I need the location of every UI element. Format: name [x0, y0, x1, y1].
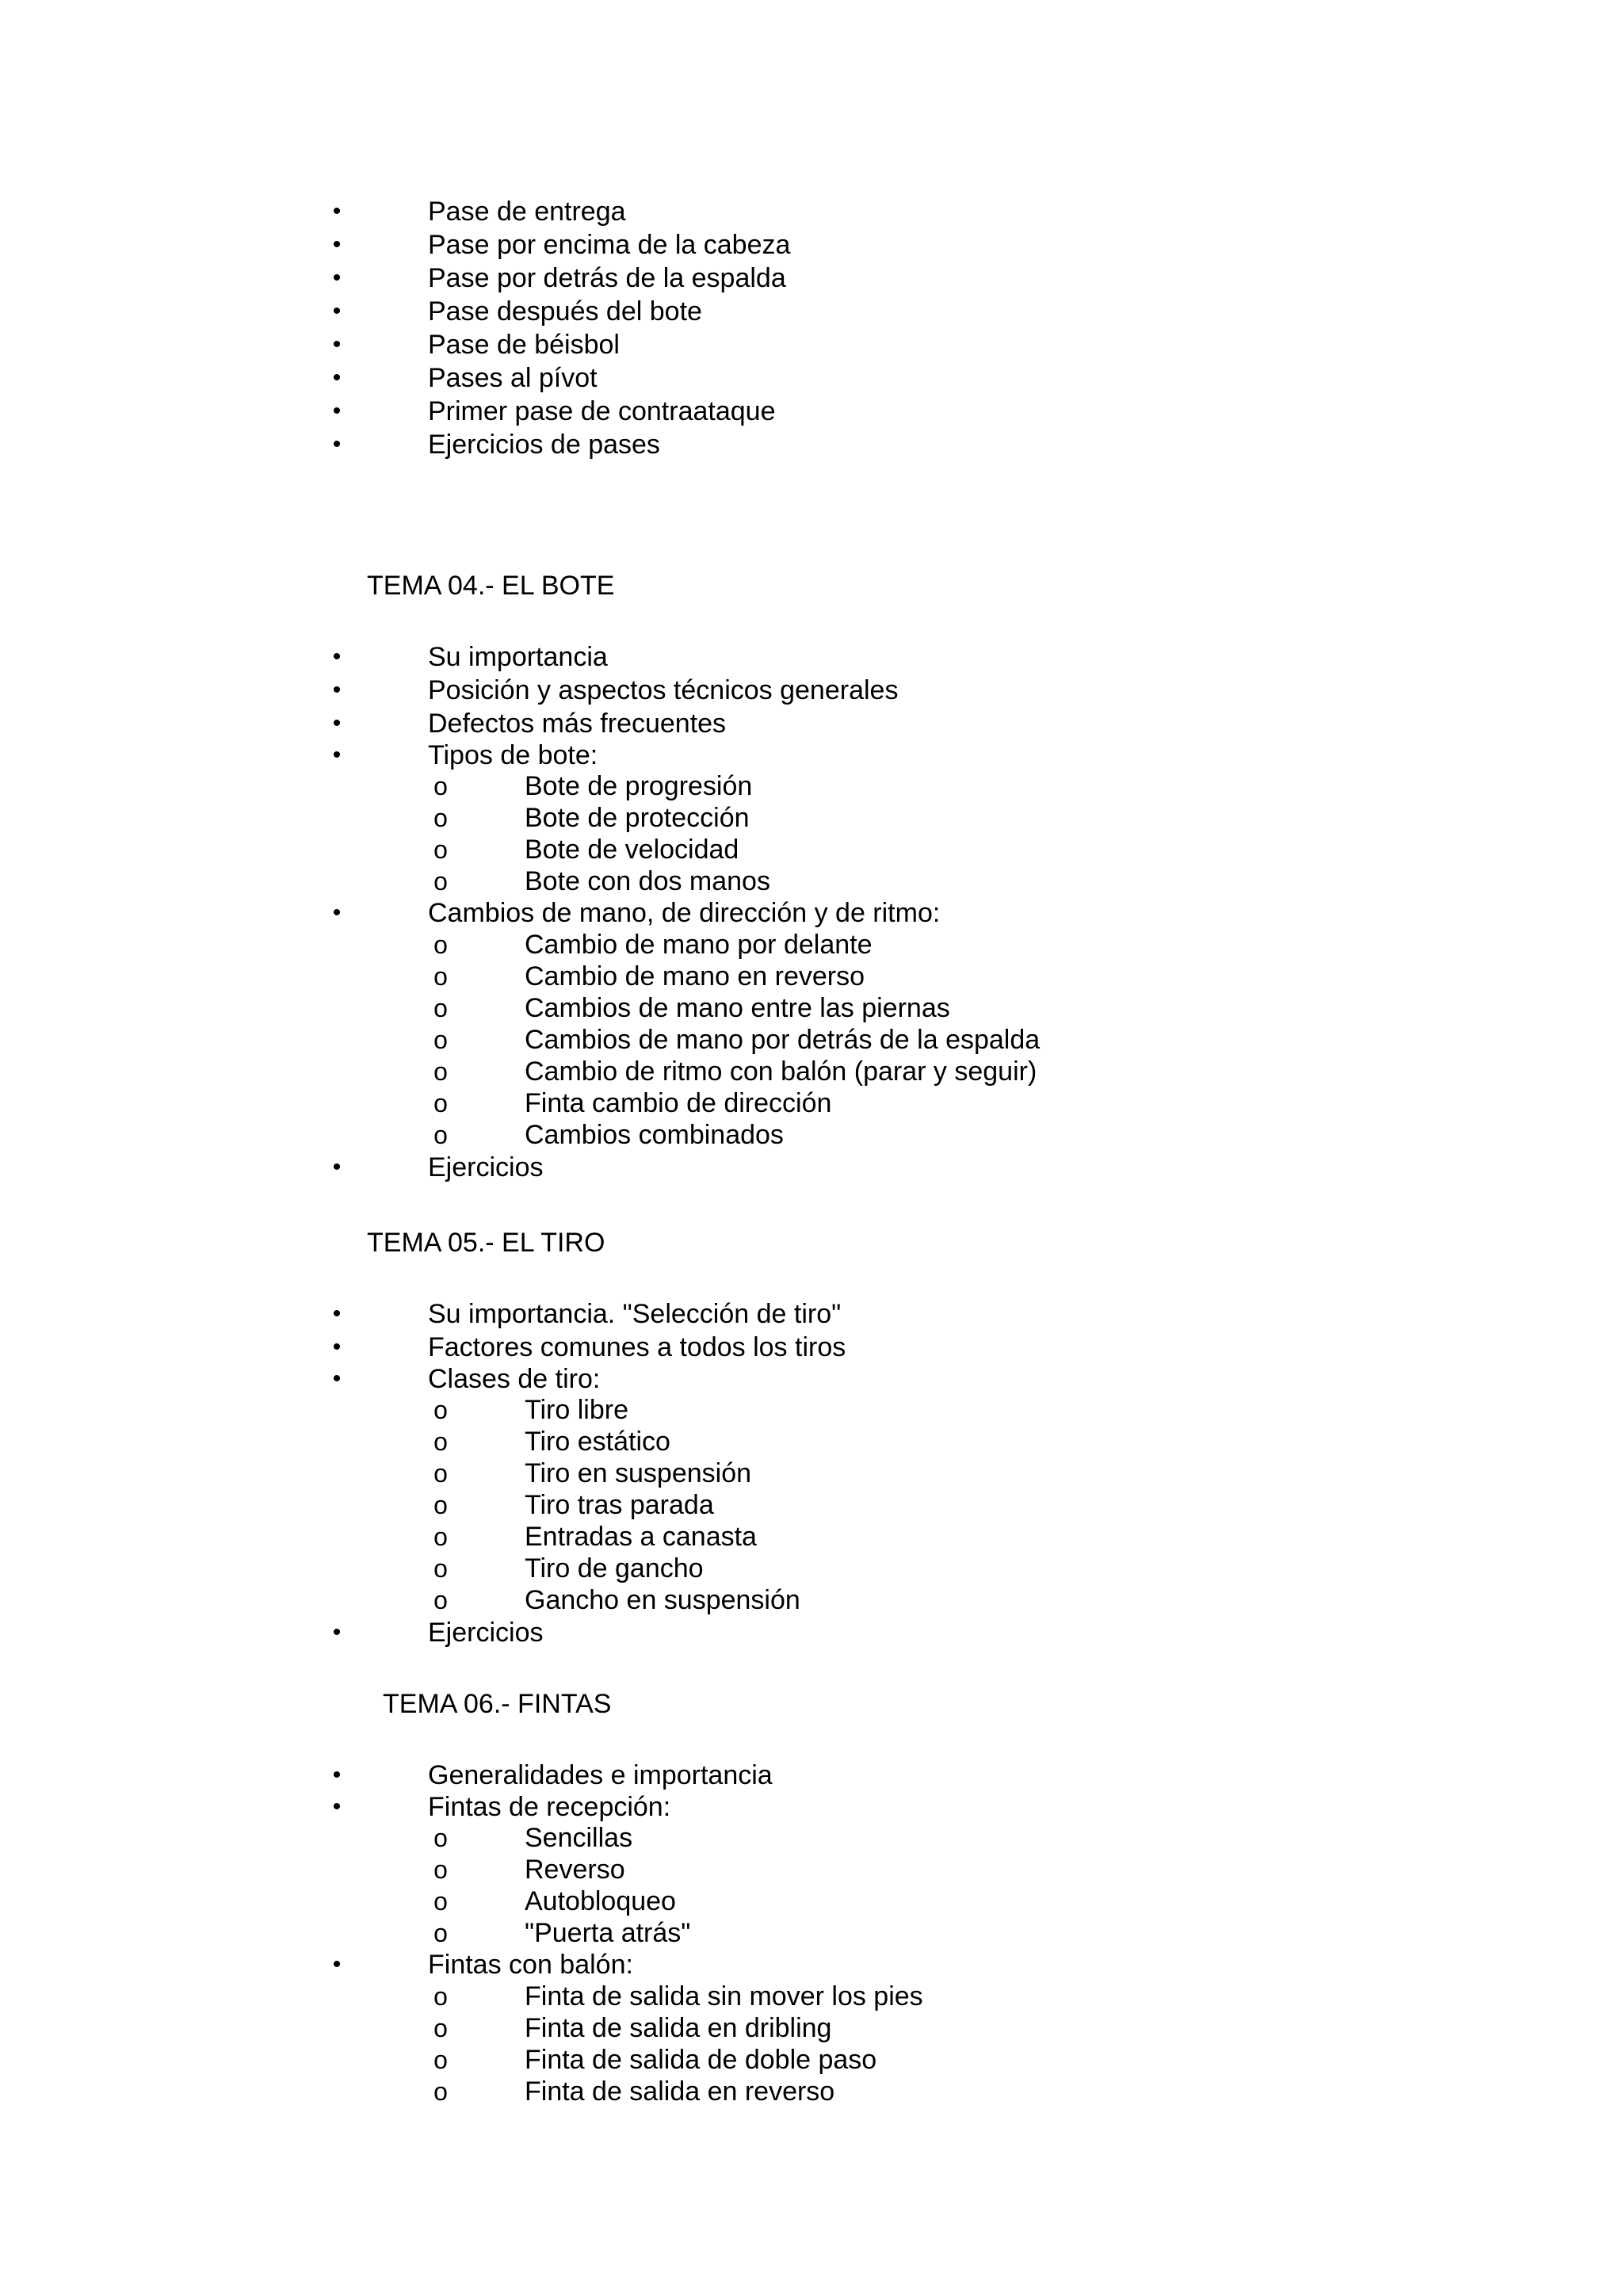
sub-list-item: o Gancho en suspensión: [0, 1584, 1623, 1616]
sub-bullet-icon: o: [433, 1824, 448, 1852]
list-item: • Defectos más frecuentes: [0, 707, 1623, 740]
sub-bullet-icon: o: [433, 835, 448, 864]
bullet-icon: •: [332, 431, 342, 457]
bullet-icon: •: [332, 331, 342, 357]
sub-list-item: o Cambios combinados: [0, 1119, 1623, 1151]
sub-bullet-icon: o: [433, 1089, 448, 1117]
sub-list-item: o Cambio de mano en reverso: [0, 961, 1623, 992]
list-item: • Pase de béisbol: [0, 328, 1623, 361]
bullet-icon: •: [332, 677, 342, 703]
sub-list-item: o Reverso: [0, 1854, 1623, 1885]
section-heading-tema-04: TEMA 04.- EL BOTE: [367, 571, 615, 601]
bullet-icon: •: [332, 398, 342, 424]
list-item: • Ejercicios de pases: [0, 428, 1623, 461]
sub-bullet-icon: o: [433, 930, 448, 959]
list-item: • Primer pase de contraataque: [0, 395, 1623, 428]
sub-bullet-icon: o: [433, 867, 448, 896]
sub-list-item: o Tiro en suspensión: [0, 1457, 1623, 1489]
list-item: • Pase después del bote: [0, 295, 1623, 328]
sub-list-item: o Finta de salida en dribling: [0, 2012, 1623, 2044]
sub-list-item: o Bote de protección: [0, 802, 1623, 834]
list-item: • Su importancia. "Selección de tiro": [0, 1297, 1623, 1331]
list-item: • Fintas de recepción:: [0, 1792, 1623, 1822]
sub-list-item: o Bote de progresión: [0, 770, 1623, 802]
tema-06-list: [0, 1759, 1623, 2107]
sub-bullet-icon: o: [433, 2014, 448, 2042]
sub-list-item: o Bote de velocidad: [0, 834, 1623, 865]
pass-list: [0, 195, 1623, 461]
list-item: • Fintas con balón:: [0, 1949, 1623, 1981]
list-item: • Generalidades e importancia: [0, 1759, 1623, 1792]
sub-bullet-icon: o: [433, 1459, 448, 1488]
list-item: • Factores comunes a todos los tiros: [0, 1331, 1623, 1364]
section-heading-tema-05: TEMA 05.- EL TIRO: [367, 1228, 605, 1258]
sub-list-item: o Tiro tras parada: [0, 1489, 1623, 1521]
bullet-icon: •: [332, 198, 342, 224]
sub-bullet-icon: o: [433, 1887, 448, 1916]
bullet-icon: •: [332, 1366, 342, 1392]
sub-bullet-icon: o: [433, 1586, 448, 1614]
tema-04-list: [0, 640, 1623, 1184]
bullet-icon: •: [332, 1762, 342, 1788]
bullet-icon: •: [332, 1154, 342, 1180]
sub-list-item: o Tiro de gancho: [0, 1553, 1623, 1584]
sub-list-item: o Cambio de mano por delante: [0, 929, 1623, 961]
sub-bullet-icon: o: [433, 962, 448, 991]
sub-list-item: o Finta de salida de doble paso: [0, 2044, 1623, 2076]
list-item: • Posición y aspectos técnicos generales: [0, 674, 1623, 707]
list-item: • Pase por detrás de la espalda: [0, 262, 1623, 295]
bullet-icon: •: [332, 710, 342, 736]
list-item: • Ejercicios: [0, 1151, 1623, 1184]
sub-list-item: o "Puerta atrás": [0, 1917, 1623, 1949]
sub-list-item: o Tiro estático: [0, 1426, 1623, 1457]
sub-bullet-icon: o: [433, 2046, 448, 2074]
sub-list-item: o Bote con dos manos: [0, 865, 1623, 897]
sub-list-item: o Finta de salida sin mover los pies: [0, 1981, 1623, 2012]
sub-bullet-icon: o: [433, 1026, 448, 1054]
bullet-icon: •: [332, 365, 342, 391]
list-item: • Su importancia: [0, 640, 1623, 674]
sub-list-item: o Finta de salida en reverso: [0, 2076, 1623, 2107]
sub-list-item: o Cambios de mano entre las piernas: [0, 992, 1623, 1024]
sub-bullet-icon: o: [433, 1427, 448, 1456]
list-item: • Clases de tiro:: [0, 1364, 1623, 1394]
bullet-icon: •: [332, 644, 342, 670]
list-item: • Cambios de mano, de dirección y de ritmo:: [0, 897, 1623, 929]
sub-bullet-icon: o: [433, 804, 448, 832]
sub-bullet-icon: o: [433, 1396, 448, 1424]
sub-bullet-icon: o: [433, 2077, 448, 2106]
sub-list-item: o Entradas a canasta: [0, 1521, 1623, 1553]
sub-bullet-icon: o: [433, 1057, 448, 1086]
bullet-icon: •: [332, 265, 342, 291]
sub-bullet-icon: o: [433, 1522, 448, 1551]
bullet-icon: •: [332, 298, 342, 324]
bullet-icon: •: [332, 1794, 342, 1820]
list-item: • Pase por encima de la cabeza: [0, 228, 1623, 262]
sub-bullet-icon: o: [433, 1121, 448, 1149]
list-item: • Ejercicios: [0, 1616, 1623, 1649]
sub-list-item: o Finta cambio de dirección: [0, 1087, 1623, 1119]
list-item: • Tipos de bote:: [0, 740, 1623, 770]
bullet-icon: •: [332, 900, 342, 926]
sub-list-item: o Sencillas: [0, 1822, 1623, 1854]
sub-bullet-icon: o: [433, 994, 448, 1022]
sub-list-item: o Tiro libre: [0, 1394, 1623, 1426]
bullet-icon: •: [332, 231, 342, 258]
bullet-icon: •: [332, 1301, 342, 1327]
sub-bullet-icon: o: [433, 1855, 448, 1884]
list-item: • Pases al pívot: [0, 361, 1623, 395]
section-heading-tema-06: TEMA 06.- FINTAS: [383, 1689, 612, 1719]
sub-list-item: o Autobloqueo: [0, 1885, 1623, 1917]
sub-bullet-icon: o: [433, 1919, 448, 1947]
tema-05-list: [0, 1297, 1623, 1649]
sub-bullet-icon: o: [433, 1491, 448, 1519]
bullet-icon: •: [332, 1619, 342, 1645]
bullet-icon: •: [332, 1334, 342, 1360]
sub-bullet-icon: o: [433, 1554, 448, 1583]
sub-bullet-icon: o: [433, 1982, 448, 2011]
list-item: • Pase de entrega: [0, 195, 1623, 228]
bullet-icon: •: [332, 742, 342, 768]
sub-list-item: o Cambios de mano por detrás de la espalda: [0, 1024, 1623, 1056]
bullet-icon: •: [332, 1951, 342, 1977]
sub-bullet-icon: o: [433, 772, 448, 800]
sub-list-item: o Cambio de ritmo con balón (parar y seguir): [0, 1056, 1623, 1087]
